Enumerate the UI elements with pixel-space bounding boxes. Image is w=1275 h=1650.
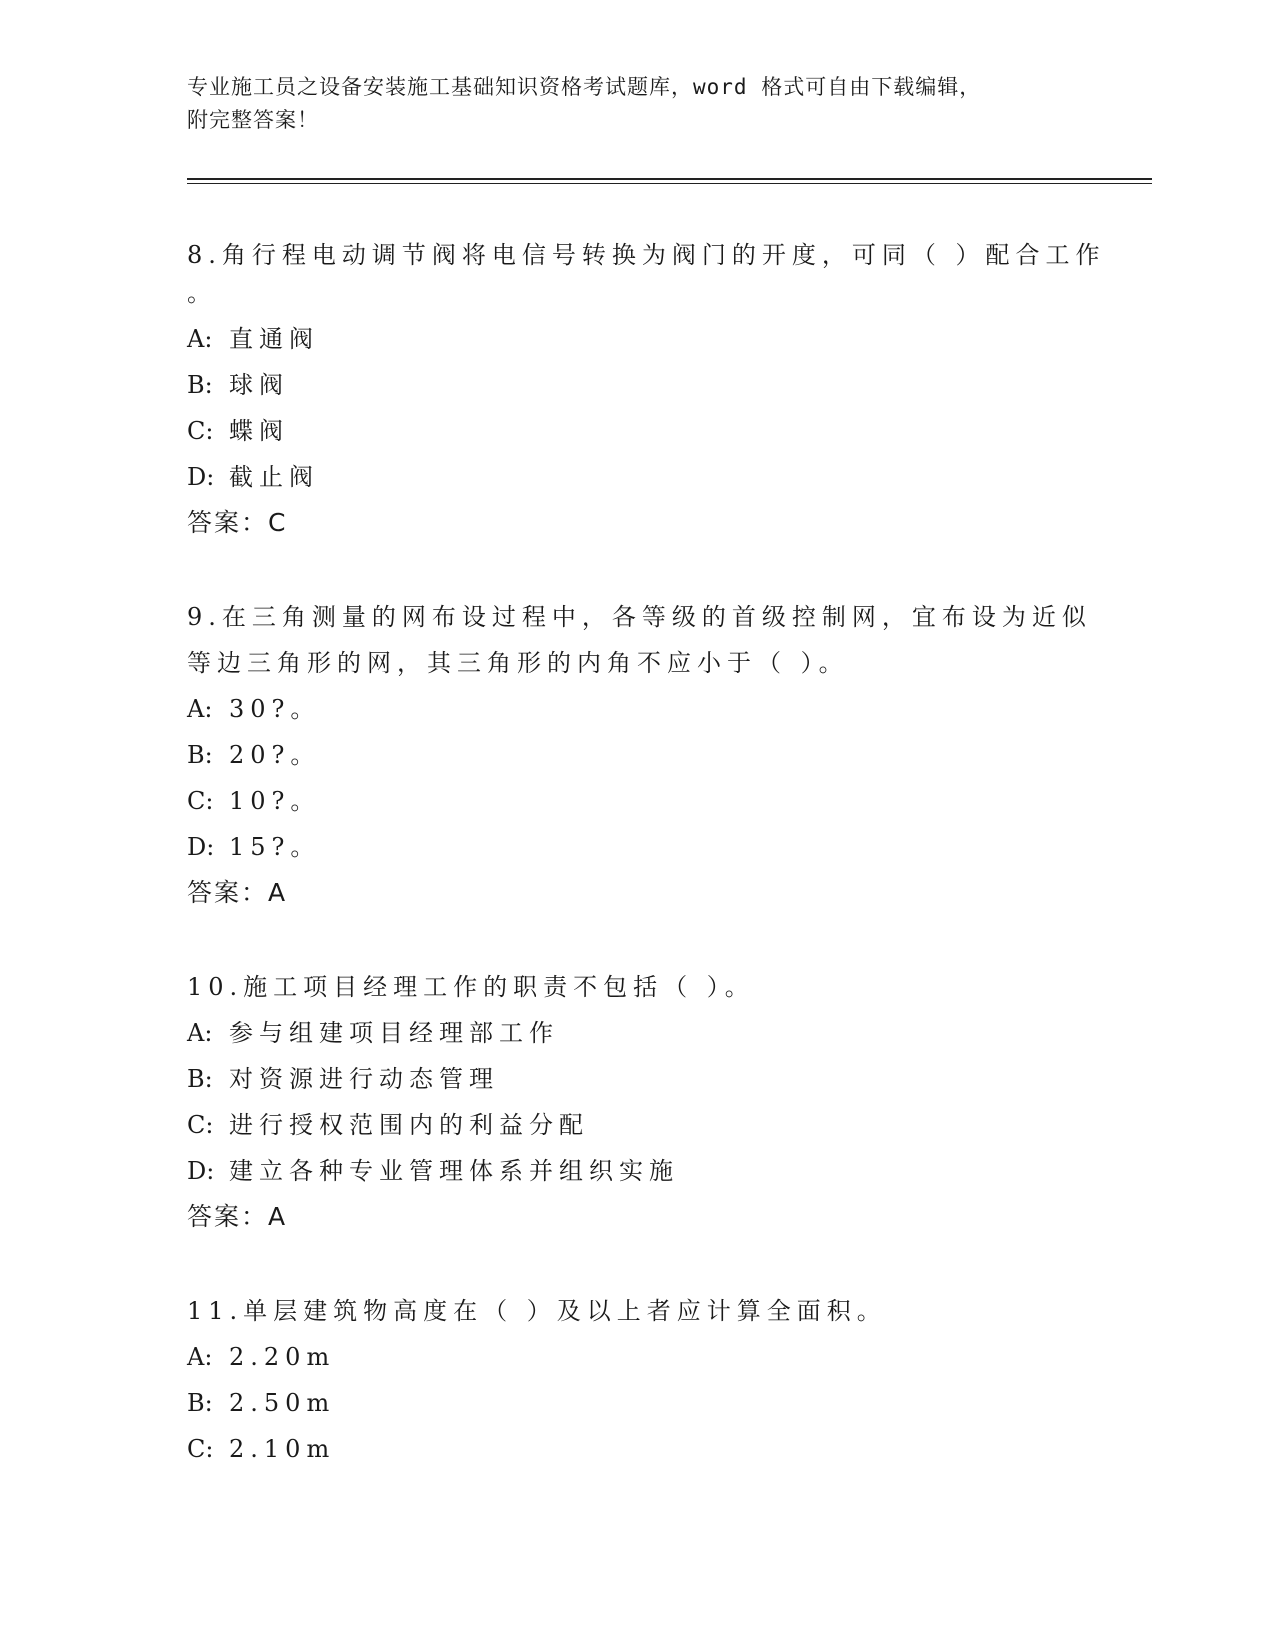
option-letter: C: xyxy=(187,1111,214,1139)
question-stem: 8.角行程电动调节阀将电信号转换为阀门的开度，可同（ ）配合工作 xyxy=(187,241,1106,269)
option-text: 蝶阀 xyxy=(229,417,289,445)
option-letter: B: xyxy=(187,1065,213,1093)
question-stem: 9.在三角测量的网布设过程中，各等级的首级控制网，宜布设为近似 xyxy=(187,603,1092,631)
option-letter: A: xyxy=(187,695,213,723)
question-list xyxy=(187,232,1106,1472)
answer-line: 答案：C xyxy=(187,508,288,537)
option-letter: B: xyxy=(187,371,213,399)
option-text: 20?。 xyxy=(229,741,321,769)
option-d xyxy=(187,454,1087,500)
option-text: 2.50m xyxy=(229,1389,336,1417)
question-stem-continued: 等边三角形的网，其三角形的内角不应小于（ ）。 xyxy=(187,649,849,677)
option-letter: A: xyxy=(187,1019,213,1047)
option-c xyxy=(187,778,1087,824)
option-letter: A: xyxy=(187,325,213,353)
option-text: 对资源进行动态管理 xyxy=(229,1065,499,1093)
header-line-1: 专业施工员之设备安装施工基础知识资格考试题库，word 格式可自由下载编辑， xyxy=(187,75,982,99)
option-letter: C: xyxy=(187,1435,214,1463)
option-text: 10?。 xyxy=(229,787,321,815)
option-letter: B: xyxy=(187,1389,213,1417)
answer-line: 答案：A xyxy=(187,1202,288,1231)
option-text: 2.10m xyxy=(229,1435,336,1463)
option-b xyxy=(187,1056,1087,1102)
option-text: 进行授权范围内的利益分配 xyxy=(229,1111,589,1139)
question-stem: 10.施工项目经理工作的职责不包括（ ）。 xyxy=(187,973,755,1001)
option-letter: D: xyxy=(187,833,215,861)
question-block xyxy=(187,232,1106,546)
option-text: 直通阀 xyxy=(229,325,319,353)
option-c xyxy=(187,1426,1087,1472)
option-letter: C: xyxy=(187,787,214,815)
header-divider-top xyxy=(187,178,1152,180)
option-text: 2.20m xyxy=(229,1343,336,1371)
option-letter: B: xyxy=(187,741,213,769)
answer-line: 答案：A xyxy=(187,878,288,907)
option-a xyxy=(187,1010,1087,1056)
option-text: 球阀 xyxy=(229,371,289,399)
option-d xyxy=(187,824,1087,870)
question-block xyxy=(187,1288,1087,1472)
question-stem: 11.单层建筑物高度在（ ）及以上者应计算全面积。 xyxy=(187,1297,887,1325)
option-letter: C: xyxy=(187,417,214,445)
option-letter: D: xyxy=(187,463,215,491)
option-a xyxy=(187,686,1087,732)
option-text: 截止阀 xyxy=(229,463,319,491)
option-b xyxy=(187,1380,1087,1426)
option-c xyxy=(187,408,1087,454)
option-b xyxy=(187,362,1087,408)
option-letter: A: xyxy=(187,1343,213,1371)
option-text: 15?。 xyxy=(229,833,321,861)
header-divider-bottom xyxy=(187,183,1152,184)
option-c xyxy=(187,1102,1087,1148)
option-text: 30?。 xyxy=(229,695,321,723)
option-d xyxy=(187,1148,1087,1194)
option-text: 参与组建项目经理部工作 xyxy=(229,1019,559,1047)
question-stem-continued: 。 xyxy=(187,279,217,307)
header-line-2: 附完整答案！ xyxy=(187,108,319,132)
question-block xyxy=(187,964,1087,1240)
option-text: 建立各种专业管理体系并组织实施 xyxy=(229,1157,679,1185)
option-letter: D: xyxy=(187,1157,215,1185)
document-header xyxy=(187,71,1067,137)
option-a xyxy=(187,316,1087,362)
option-a xyxy=(187,1334,1087,1380)
option-b xyxy=(187,732,1087,778)
question-block xyxy=(187,594,1092,916)
